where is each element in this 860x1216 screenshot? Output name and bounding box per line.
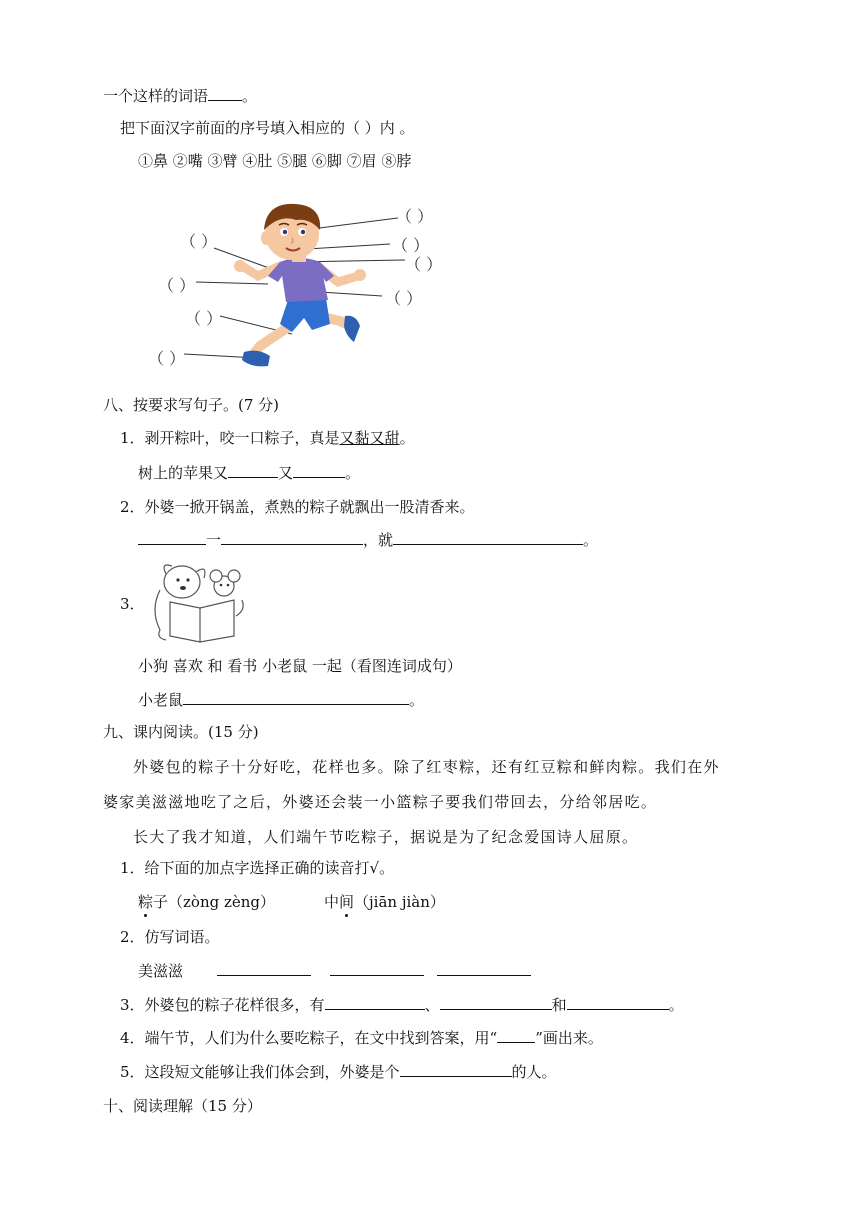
answer-bracket-5[interactable]: （ ） bbox=[158, 276, 196, 295]
s8-q1-underlined: 又黏又甜 bbox=[339, 429, 400, 447]
body-parts-list: ①鼻 ②嘴 ③臂 ④肚 ⑤腿 ⑥脚 ⑦眉 ⑧脖 bbox=[138, 152, 412, 170]
answer-bracket-8[interactable]: （ ） bbox=[148, 349, 186, 368]
s9-q3-blank-2[interactable] bbox=[440, 995, 552, 1010]
section8-title: 八、按要求写句子。(7 分) bbox=[103, 396, 280, 414]
s9-passage-2: 婆家美滋滋地吃了之后，外婆还会装一小篮粽子要我们带回去，分给邻居吃。 bbox=[103, 793, 658, 811]
answer-bracket-3[interactable]: （ ） bbox=[392, 236, 430, 255]
s8-q3-answer bbox=[138, 690, 424, 710]
s9-q3-c: 和 bbox=[551, 996, 567, 1014]
s9-q1-word1-rest: 子（zòng zèng） bbox=[153, 893, 276, 911]
s9-q2-example: 美滋滋 bbox=[138, 962, 184, 980]
s8-q1-end: 。 bbox=[399, 429, 415, 447]
s9-q4 bbox=[120, 1028, 603, 1048]
s8-q3-words: 小狗 喜欢 和 看书 小老鼠 一起（看图连词成句） bbox=[138, 657, 462, 675]
s9-q1-dotted-char-2: 间 bbox=[339, 893, 355, 911]
s9-q3-b: 、 bbox=[424, 996, 440, 1014]
s8-q1 bbox=[120, 428, 415, 448]
intro-end: 。 bbox=[242, 87, 258, 105]
s9-q3 bbox=[120, 995, 684, 1015]
s8-q3-end: 。 bbox=[409, 691, 425, 709]
s9-q3-end: 。 bbox=[668, 996, 684, 1014]
s8-q2-blank-2[interactable] bbox=[221, 530, 363, 545]
s9-q2-blank-2[interactable] bbox=[330, 961, 424, 976]
s8-q1-answer-end: 。 bbox=[345, 464, 361, 482]
s9-q2-answer bbox=[138, 961, 183, 981]
s8-q2-yi: 一 bbox=[206, 531, 222, 549]
s8-q2-answer bbox=[138, 530, 598, 550]
fill-instruction: 把下面汉字前面的序号填入相应的（ ）内 。 bbox=[120, 119, 415, 137]
intro-line bbox=[103, 86, 257, 106]
s8-q3-blank[interactable] bbox=[183, 690, 409, 705]
s9-q5-b: 的人。 bbox=[511, 1063, 557, 1081]
section10-title: 十、阅读理解（15 分） bbox=[103, 1097, 262, 1115]
intro-text: 一个这样的词语 bbox=[103, 87, 209, 105]
s8-q2: 2．外婆一掀开锅盖，煮熟的粽子就飘出一股清香来。 bbox=[120, 498, 475, 516]
s8-q1-answer bbox=[138, 463, 360, 483]
answer-bracket-4[interactable]: （ ） bbox=[405, 255, 443, 274]
s9-q4-b: ”画出来。 bbox=[535, 1029, 603, 1047]
s8-q2-blank-1[interactable] bbox=[138, 530, 206, 545]
s9-q5-blank[interactable] bbox=[400, 1062, 512, 1077]
s9-q3-a: 3．外婆包的粽子花样很多，有 bbox=[120, 996, 325, 1014]
answer-bracket-1[interactable]: （ ） bbox=[396, 207, 434, 226]
s9-passage-1: 外婆包的粽子十分好吃，花样也多。除了红枣粽，还有红豆粽和鲜肉粽。我们在外 bbox=[133, 758, 720, 776]
s8-q3-num: 3． bbox=[120, 595, 145, 613]
section9-title: 九、课内阅读。(15 分) bbox=[103, 723, 259, 741]
s9-q2-blank-1[interactable] bbox=[217, 961, 311, 976]
s8-q2-jiu: ，就 bbox=[363, 531, 394, 549]
answer-bracket-2[interactable]: （ ） bbox=[180, 232, 218, 251]
s8-q1-prefix: 1．剥开粽叶，咬一口粽子，真是 bbox=[120, 429, 340, 447]
s9-q3-blank-1[interactable] bbox=[325, 995, 425, 1010]
s9-passage-3: 长大了我才知道，人们端午节吃粽子，据说是为了纪念爱国诗人屈原。 bbox=[133, 828, 639, 846]
s9-q5 bbox=[120, 1062, 557, 1082]
s9-q1: 1．给下面的加点字选择正确的读音打√。 bbox=[120, 859, 395, 877]
dog-mouse-reading-illustration bbox=[150, 560, 250, 644]
s8-q1-answer-a: 树上的苹果又 bbox=[138, 464, 229, 482]
s8-q1-answer-b: 又 bbox=[278, 464, 294, 482]
s9-q1-word2-rest: （jiān jiàn） bbox=[354, 893, 445, 911]
s9-q2: 2．仿写词语。 bbox=[120, 928, 220, 946]
intro-blank[interactable] bbox=[208, 86, 242, 101]
s9-q1-word1 bbox=[138, 892, 275, 912]
s9-q1-word2 bbox=[324, 892, 445, 912]
answer-bracket-6[interactable]: （ ） bbox=[385, 289, 423, 308]
s8-q2-end: 。 bbox=[583, 531, 599, 549]
s9-q3-blank-3[interactable] bbox=[567, 995, 669, 1010]
answer-bracket-7[interactable]: （ ） bbox=[185, 309, 223, 328]
s9-q4-a: 4．端午节，人们为什么要吃粽子，在文中找到答案，用“ bbox=[120, 1029, 498, 1047]
s9-q1-word2-a: 中 bbox=[324, 893, 340, 911]
s8-q1-blank-1[interactable] bbox=[228, 463, 278, 478]
s9-q1-dotted-char-1: 粽 bbox=[138, 893, 154, 911]
s9-q2-blank-3[interactable] bbox=[437, 961, 531, 976]
s9-q5-a: 5．这段短文能够让我们体会到，外婆是个 bbox=[120, 1063, 400, 1081]
s8-q3-answer-prefix: 小老鼠 bbox=[138, 691, 184, 709]
s9-q2-blanks bbox=[217, 961, 531, 981]
s8-q1-blank-2[interactable] bbox=[293, 463, 345, 478]
s8-q2-blank-3[interactable] bbox=[393, 530, 583, 545]
s9-q4-underline-sample bbox=[497, 1028, 535, 1043]
